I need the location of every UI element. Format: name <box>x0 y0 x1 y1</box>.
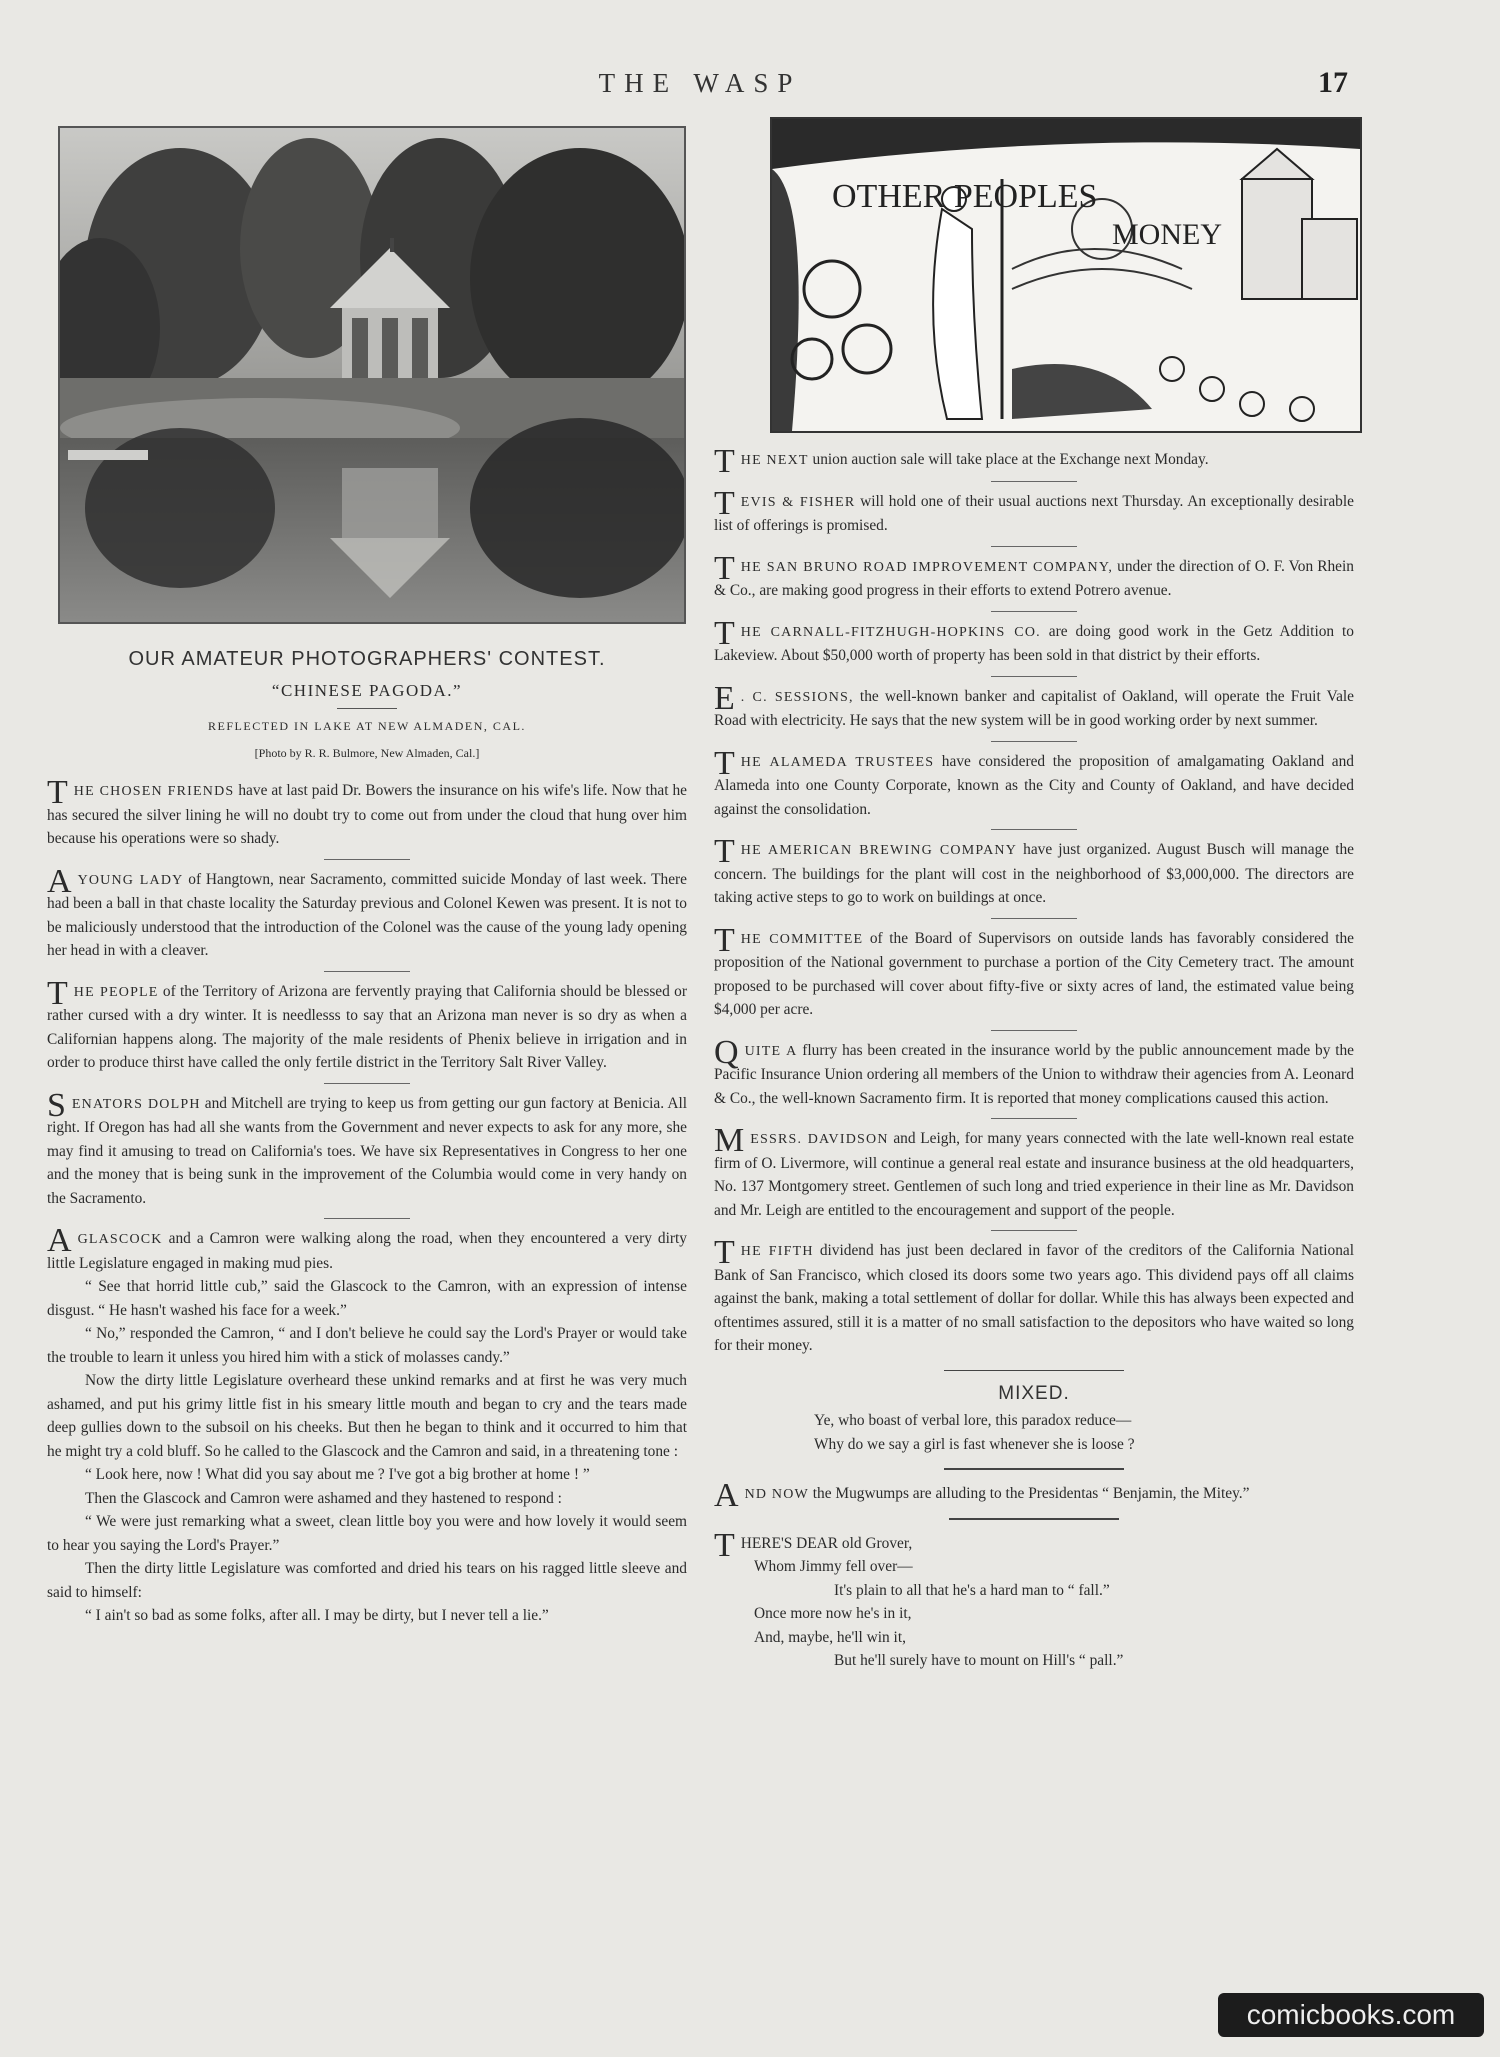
other-peoples-money-illustration <box>770 117 1362 433</box>
illustration-image <box>772 119 1360 431</box>
poem-line: But he'll surely have to mount on Hill's “ pall.” <box>834 1652 1124 1669</box>
news-item: THE PEOPLE of the Territory of Arizona are fervently praying that California should be blessed or rather cursed with a dry winter. It is needlesss to say that an Arizona man never is so dry as when a Californian happens along. The majority of the male residents of Phenix believe in irrigation and in order to produce thirst have called the only fertile district in the Territory Salt River Valley. <box>47 974 687 1071</box>
divider <box>991 676 1077 677</box>
news-item: MESSRS. DAVIDSON and Leigh, for many years connected with the late well-known real estate firm of O. Livermore, will continue a general real estate and insurance business at the old headquarters, No. 137 Montgomery street. Gentlemen of such long and tried experience in their line as Mr. Davidson and Mr. Leigh are entitled to the encouragement and support of the people. <box>714 1122 1354 1219</box>
divider <box>337 708 397 709</box>
poem-line: old Grover, <box>838 1534 913 1552</box>
photo-subtitle: REFLECTED IN LAKE AT NEW ALMADEN, CAL. <box>208 719 526 733</box>
story-paragraph: Then the Glascock and Camron were ashamed and they hastened to respond : <box>85 1489 562 1507</box>
divider <box>324 1083 410 1084</box>
news-item: THE COMMITTEE of the Board of Supervisors on outside lands has favorably considered the proposition of the National government to purchase a portion of the City Cemetery tract. The amount proposed to be purchased will cover about fifty-five or sixty acres of land, the estimated value being $4,000 per acre. <box>714 921 1354 1018</box>
glascock-story: A GLASCOCK and a Camron were walking along the road, when they encountered a very dirty little Legislature engaged in making mud pies. <box>47 1222 687 1272</box>
pagoda-photo-image <box>60 128 684 622</box>
divider <box>991 1230 1077 1231</box>
news-item: E . C. SESSIONS, the well-known banker and capitalist of Oakland, will operate the Fruit Vale Road with electricity. He says that the new system will be in good working order by next summer. <box>714 679 1355 729</box>
news-item: THE NEXT union auction sale will take place at the Exchange next Monday. <box>714 443 1209 480</box>
divider <box>324 971 410 972</box>
poem-line: And, maybe, he'll win it, <box>754 1628 906 1646</box>
news-item: THE CHOSEN FRIENDS have at last paid Dr. Bowers the insurance on his wife's life. Now that he has secured the silver lining he will no doubt try to come out from under the cloud that hung over him because his operations were so shady. <box>47 774 688 847</box>
mixed-heading: MIXED. <box>998 1383 1070 1404</box>
photo-credit: [Photo by R. R. Bulmore, New Almaden, Cal.] <box>254 746 480 760</box>
news-item: THE CARNALL-FITZHUGH-HOPKINS CO. are doing good work in the Getz Addition to Lakeview. About $50,000 worth of property has been sold in that district by their efforts. <box>714 614 1355 664</box>
news-item: QUITE A flurry has been created in the insurance world by the public announcement made by the Pacific Insurance Union ordering all members of the Union to withdraw their agencies from A. Leonard & Co., the well-known Sacramento firm. It is reported that money complications caused this action. <box>714 1033 1355 1107</box>
divider <box>991 546 1077 547</box>
story-paragraph: “ We were just remarking what a sweet, clean little boy you were and how lovely it would seem to hear you saying the Lord's Prayer.” <box>47 1513 687 1554</box>
divider <box>991 611 1077 612</box>
poem-line: It's plain to all that he's a hard man to “ fall.” <box>834 1581 1110 1599</box>
poem-lead: HERE'S DEAR <box>740 1534 839 1552</box>
story-paragraph: “ I ain't so bad as some folks, after all. I may be dirty, but I never tell a lie.” <box>85 1607 549 1624</box>
watermark-badge: comicbooks.com <box>1218 1993 1484 2037</box>
story-paragraph: Then the dirty little Legislature was comforted and dried his tears on his ragged little sleeve and said to himself: <box>47 1560 687 1601</box>
masthead-title: THE WASP <box>598 68 802 98</box>
divider <box>991 829 1077 830</box>
story-paragraph: Now the dirty little Legislature overheard these unkind remarks and at first he was very much ashamed, and put his grimy little fist in his smeary little mouth and began to cry and the tears made deep gullies down to the subsoil on his cheeks. But then he began to think and it occurred to him that he might try a cold bluff. So he called to the Glascock and the Camron and said, in a threatening tone : <box>47 1372 687 1460</box>
divider <box>991 1030 1077 1031</box>
story-paragraph: “ See that horrid little cub,” said the Glascock to the Camron, with an expression of intense disgust. “ He hasn't washed his face for a week.” <box>47 1278 687 1319</box>
news-item: THE SAN BRUNO ROAD IMPROVEMENT COMPANY, under the direction of O. F. Von Rhein & Co., are making good progress in their efforts to extend Potrero avenue. <box>714 549 1354 599</box>
illustration-title-line1: OTHER PEOPLES <box>832 178 1098 215</box>
mixed-poem <box>714 1409 1354 1456</box>
divider <box>944 1468 1124 1470</box>
poem-line: Why do we say a girl is fast whenever she is loose ? <box>814 1435 1135 1453</box>
divider <box>324 1218 410 1219</box>
divider <box>991 918 1077 919</box>
poem-line: Once more now he's in it, <box>754 1605 912 1622</box>
news-item: SENATORS DOLPH and Mitchell are trying to keep us from getting our gun factory at Benicia. All right. If Oregon has had all she wants from the Government and never expects to ask for any more, she may find it amusing to tread on California's toes. We have six Representatives in Congress to her one and the money that is being sunk in the improvement of the Columbia would come in very handy on the Sacramento. <box>47 1086 687 1207</box>
divider <box>324 859 410 860</box>
mugwumps-item: AND NOW the Mugwumps are alluding to the Presidentas “ Benjamin, the Mitey.” <box>714 1476 1250 1514</box>
divider <box>944 1370 1124 1372</box>
news-item: THE AMERICAN BREWING COMPANY have just organized. August Busch will manage the concern. The buildings for the plant will cost in the neighborhood of $3,000,000. The directors are taking active steps to go to work on buildings at once. <box>714 833 1354 906</box>
divider <box>991 481 1077 482</box>
grover-poem: THERE'S DEAR old Grover, Whom Jimmy fell over— It's plain to all that he's a hard man to “ fall.” Once more now he's in it, And, maybe, he'll win it, But he'll surely have to mount on Hill's “ pall.” <box>714 1532 1354 1673</box>
divider <box>991 741 1077 742</box>
news-item: THE FIFTH dividend has just been declared in favor of the creditors of the California National Bank of San Francisco, which closed its doors some two years ago. This dividend pays off all claims against the bank, making a total settlement of dollar for dollar. While this has always been expected and oftentimes assured, still it is a matter of no small satisfaction to the depositors who have waited so long for their money. <box>714 1234 1354 1354</box>
contest-heading: OUR AMATEUR PHOTOGRAPHERS' CONTEST. <box>128 648 606 670</box>
illustration-title-line2: MONEY <box>1112 218 1222 251</box>
divider <box>991 1118 1077 1119</box>
story-paragraph: “ No,” responded the Camron, “ and I don't believe he could say the Lord's Prayer or would take the trouble to learn it unless you hired him with a stick of molasses candy.” <box>47 1325 687 1366</box>
pagoda-photograph <box>58 126 686 624</box>
divider <box>949 1518 1119 1520</box>
left-column <box>47 648 687 1628</box>
right-column <box>714 443 1355 1673</box>
news-item: A YOUNG LADY of Hangtown, near Sacramento, committed suicide Monday of last week. There had been a ball in that chaste locality the Saturday previous and Colonel Kewen was present. It is not to be maliciously understood that the introduction of the Colonel was the cause of the young lady opening her head in with a cleaver. <box>47 862 688 959</box>
page-number: 17 <box>1318 66 1348 99</box>
story-paragraph: “ Look here, now ! What did you say about me ? I've got a big brother at home ! ” <box>85 1466 590 1483</box>
photo-title: “CHINESE PAGODA.” <box>271 681 463 700</box>
news-item: THE ALAMEDA TRUSTEES have considered the proposition of amalgamating Oakland and Alameda into one County Corporate, known as the City and County of Oakland, and have decided against the consolidation. <box>714 744 1355 818</box>
poem-line: Ye, who boast of verbal lore, this paradox reduce— <box>814 1412 1132 1429</box>
poem-line: Whom Jimmy fell over— <box>754 1558 913 1575</box>
news-item: TEVIS & FISHER will hold one of their usual auctions next Thursday. An exceptionally desirable list of offerings is promised. <box>714 484 1354 534</box>
